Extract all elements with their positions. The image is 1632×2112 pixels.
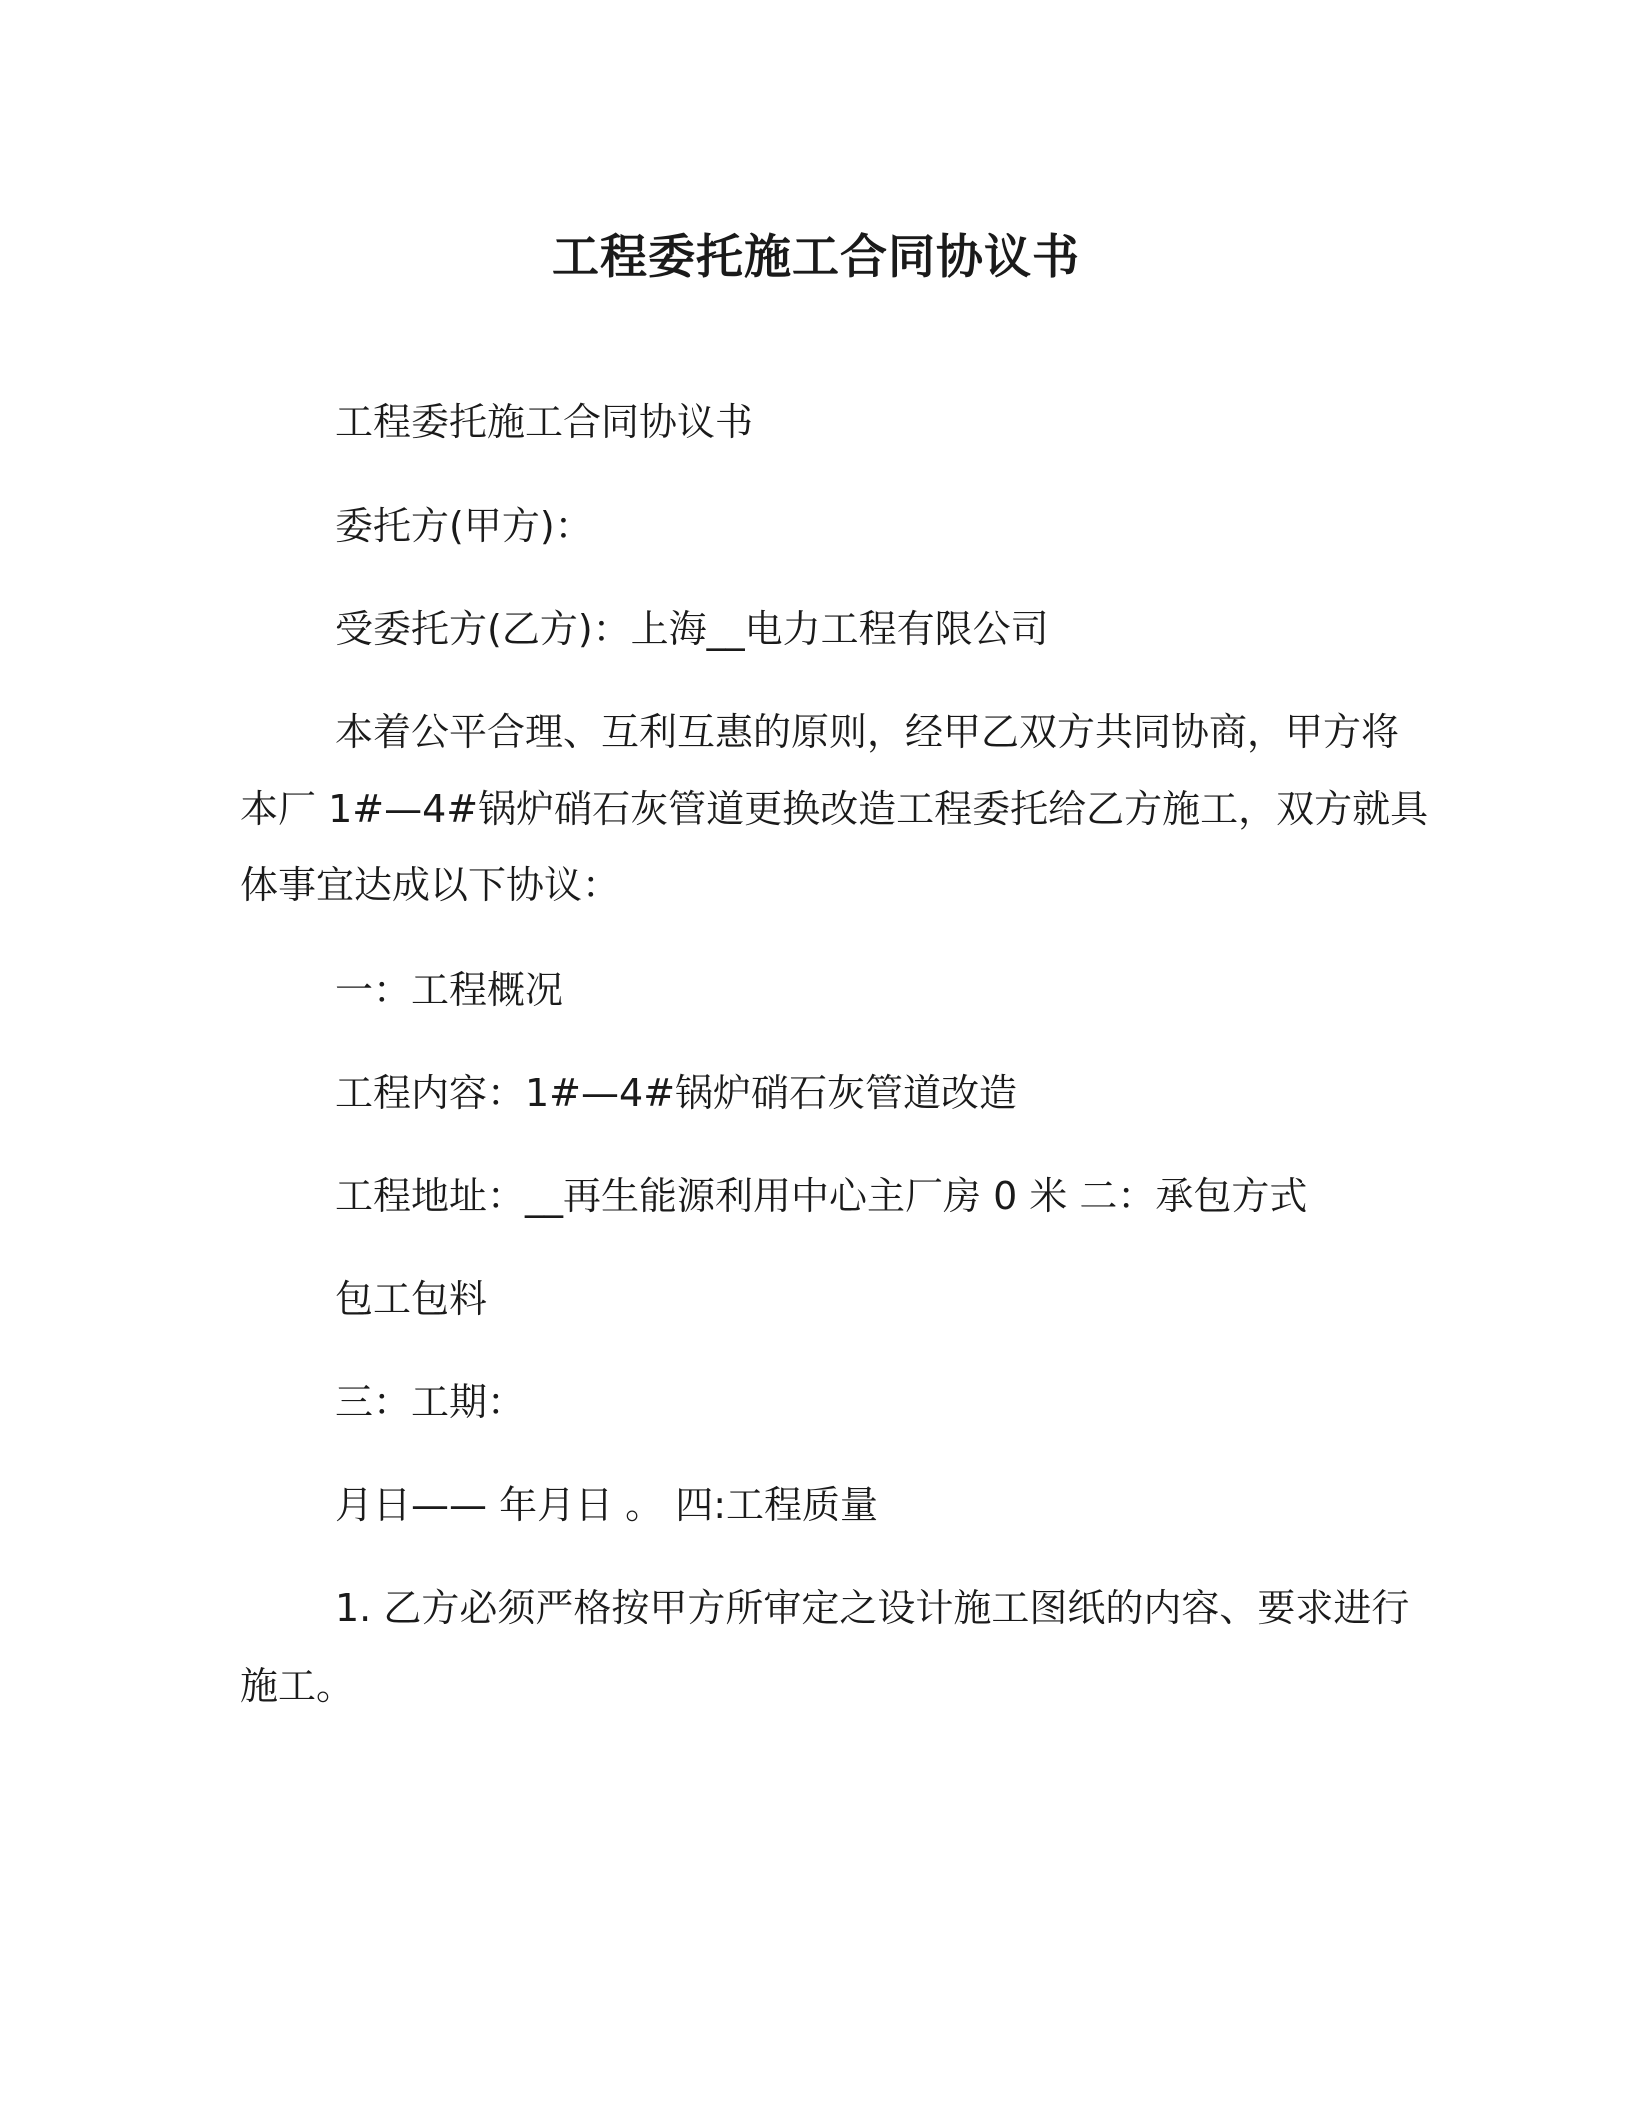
intro-line-3: 体事宜达成以下协议： <box>240 863 621 907</box>
intro-line-1: 本着公平合理、互利互惠的原则，经甲乙双方共同协商，甲方将 <box>335 710 1400 754</box>
quality-item-1-line-1: 1. 乙方必须严格按甲方所审定之设计施工图纸的内容、要求进行 <box>335 1586 1410 1630</box>
quality-item-1-line-2: 施工。 <box>240 1664 355 1708</box>
document-title: 工程委托施工合同协议书 <box>552 230 1080 285</box>
client-party-line: 委托方(甲方)： <box>335 504 593 548</box>
section-1-heading: 一：工程概况 <box>335 968 564 1012</box>
project-content-line: 工程内容：1#—4#锅炉硝石灰管道改造 <box>335 1071 1018 1115</box>
intro-line-2: 本厂 1#—4#锅炉硝石灰管道更换改造工程委托给乙方施工，双方就具 <box>240 787 1429 831</box>
document-subtitle: 工程委托施工合同协议书 <box>335 400 754 444</box>
section-3-heading: 三：工期： <box>335 1380 526 1424</box>
contract-mode-line: 包工包料 <box>335 1277 488 1321</box>
period-line: 月日—— 年月日 。 四:工程质量 <box>335 1483 879 1527</box>
project-address-line: 工程地址：__再生能源利用中心主厂房 0 米 二：承包方式 <box>335 1174 1308 1218</box>
contractor-party-line: 受委托方(乙方)：上海__电力工程有限公司 <box>335 607 1049 651</box>
